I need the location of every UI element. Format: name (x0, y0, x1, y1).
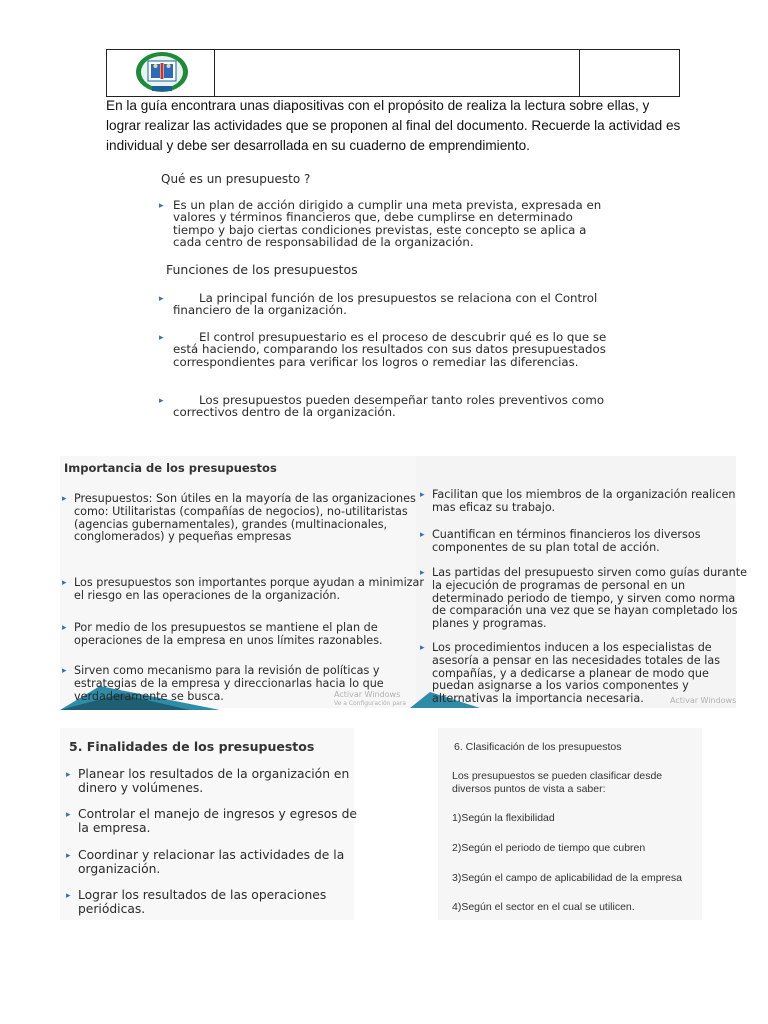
slide4-bullet-1: ▸ Planear los resultados de la organización en dinero y volúmenes. (66, 767, 350, 795)
slide3-left-bullet-1: ▸ Presupuestos: Son útiles en la mayoría de las organizaciones como: Utilitaristas (compañías de negocios), no-utilitaristas (agencias gubernamentales), grandes (multinacionales, conglomerados) y pequeñas empresas (62, 492, 416, 544)
slide2-bullet-1: ▸ La principal función de los presupuestos se relaciona con el Control financiero de la organización. (159, 291, 598, 318)
triangle-bullet-icon: ▸ (66, 810, 71, 820)
slide3-left-bullet-3: ▸ Por medio de los presupuestos se mantiene el plan de operaciones de la empresa en unos límites razonables. (62, 621, 383, 647)
slide3-right-bullet-4: ▸ Los procedimientos inducen a los especialistas de asesoría a pensar en las necesidades totales de las compañías, y a dedicarse a planear de modo que puedan asignarse a los varios componentes y alternativas la importancia necesaria. (420, 641, 721, 706)
slide3-left-bullet-4: ▸ Sirven como mecanismo para la revisión de políticas y estrategias de la empresa y direccionarlas hacia lo que verdaderamente se busca. (62, 664, 384, 703)
slide4-bullet-2: ▸ Controlar el manejo de ingresos y egresos de la empresa. (66, 807, 357, 835)
triangle-bullet-icon: ▸ (420, 490, 425, 500)
intro-paragraph: En la guía encontrara unas diapositivas con el propósito de realiza la lectura sobre ellas, y lograr realizar las actividades que se proponen al final del documento. Recuerde la actividad es individual y debe ser desarrollada en su cuaderno de emprendimiento. (106, 98, 681, 153)
slide1-title: Qué es un presupuesto ? (161, 172, 311, 186)
triangle-bullet-icon: ▸ (420, 643, 425, 653)
triangle-bullet-icon: ▸ (420, 568, 425, 578)
triangle-bullet-icon: ▸ (66, 851, 71, 861)
slide4-bullet-3: ▸ Coordinar y relacionar las actividades de la organización. (66, 848, 345, 876)
slide5-intro: Los presupuestos se pueden clasificar desde diversos puntos de vista a saber: (452, 770, 663, 795)
slide3-right-bullet-2: ▸ Cuantifican en términos financieros los diversos componentes de su plan total de acción. (420, 528, 701, 554)
slide2-title: Funciones de los presupuestos (166, 262, 358, 277)
slide5-item-4: 4)Según el sector en el cual se utilicen. (452, 901, 635, 913)
header-extra-cell (579, 50, 679, 96)
slide3-left-bullet-2: ▸ Los presupuestos son importantes porque ayudan a minimizar el riesgo en las operaciones de la organización. (62, 576, 425, 602)
slide5-item-2: 2)Según el periodo de tiempo que cubren (452, 842, 646, 854)
slide3-right-bullet-3: ▸ Las partidas del presupuesto sirven como guías durante la ejecución de programas de personal en un determinado periodo de tiempo, y sirven como norma de comparación una vez que se hayan completado los planes y programas. (420, 566, 747, 631)
slide3-right-bullet-1: ▸ Facilitan que los miembros de la organización realicen mas eficaz su trabajo. (420, 488, 736, 514)
school-crest-logo (134, 51, 190, 95)
slide2-bullet-3: ▸ Los presupuestos pueden desempeñar tanto roles preventivos como correctivos dentro de la organización. (159, 393, 605, 420)
triangle-bullet-icon: ▸ (159, 201, 164, 211)
windows-watermark-right: Activar Windows (670, 696, 737, 705)
header-table (106, 49, 680, 97)
triangle-bullet-icon: ▸ (62, 666, 67, 676)
windows-watermark-left: Activar Windows Ve a Configuración para (334, 690, 406, 707)
slide4-bullet-4: ▸ Lograr los resultados de las operaciones periódicas. (66, 888, 327, 916)
slide3-title: Importancia de los presupuestos (64, 461, 277, 475)
slide1-bullet: ▸ Es un plan de acción dirigido a cumplir una meta prevista, expresada en valores y términos financieros que, debe cumplirse en determinado tiempo y bajo ciertas condiciones previstas, este concepto se aplica a cada centro de responsabilidad de la organización. (159, 198, 602, 249)
triangle-bullet-icon: ▸ (62, 494, 67, 504)
triangle-bullet-icon: ▸ (66, 770, 71, 780)
triangle-bullet-icon: ▸ (159, 396, 164, 406)
slide2-bullet-2: ▸ El control presupuestario es el proceso de descubrir qué es lo que se está haciendo, comparando los resultados con sus datos presupuestados correspondientes para verificar los logros o remediar las diferencias. (159, 330, 607, 369)
slide5-item-1: 1)Según la flexibilidad (452, 812, 555, 824)
slide5-title: 6. Clasificación de los presupuestos (454, 741, 622, 753)
header-title-cell (214, 50, 580, 96)
slide5-item-3: 3)Según el campo de aplicabilidad de la empresa (452, 872, 682, 884)
triangle-bullet-icon: ▸ (159, 294, 164, 304)
triangle-bullet-icon: ▸ (62, 578, 67, 588)
header-logo-cell (107, 50, 215, 96)
triangle-bullet-icon: ▸ (66, 891, 71, 901)
triangle-bullet-icon: ▸ (159, 333, 164, 343)
slide4-title: 5. Finalidades de los presupuestos (69, 739, 315, 754)
triangle-bullet-icon: ▸ (62, 623, 67, 633)
triangle-bullet-icon: ▸ (420, 530, 425, 540)
